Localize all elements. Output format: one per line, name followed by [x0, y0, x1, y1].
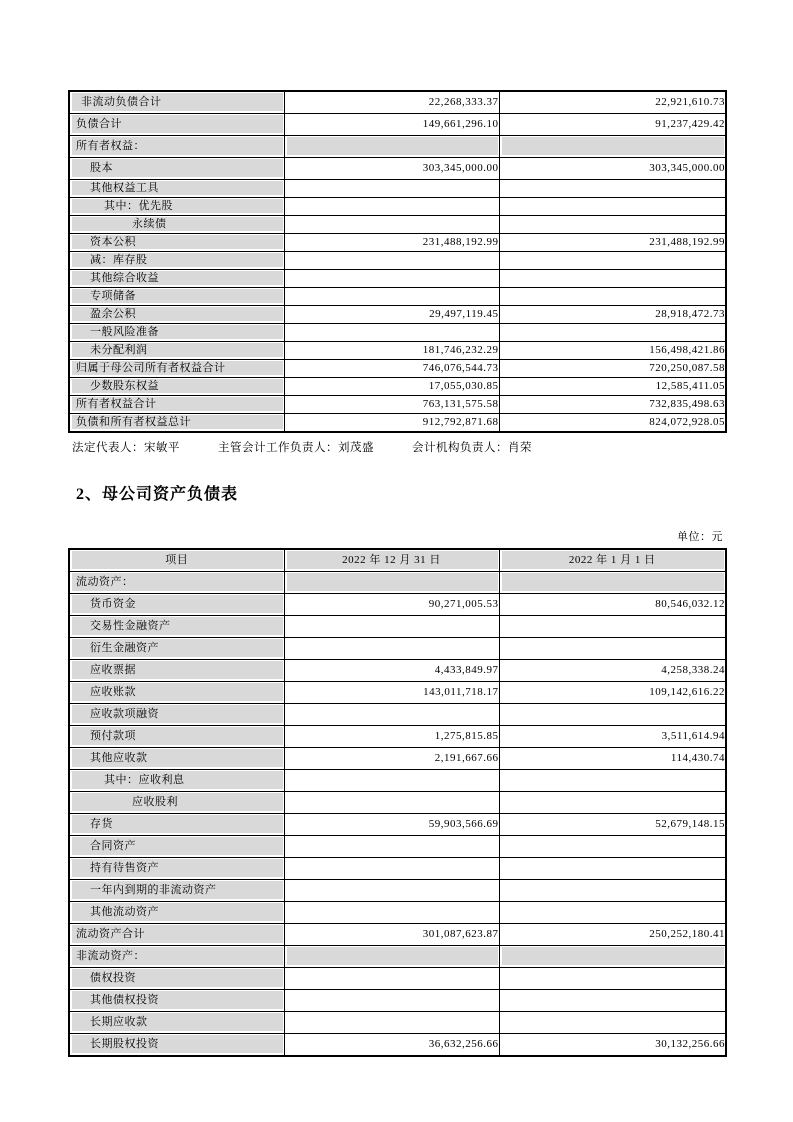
value-cell: 12,585,411.05 [499, 378, 726, 396]
item-label-cell: 股本 [69, 158, 284, 180]
value-cell [499, 704, 726, 726]
value-cell: 90,271,005.53 [284, 594, 499, 616]
value-cell: 22,268,333.37 [284, 91, 499, 114]
item-label-cell: 负债合计 [69, 114, 284, 136]
value-cell [499, 288, 726, 306]
value-cell: 143,011,718.17 [284, 682, 499, 704]
value-cell [284, 180, 499, 198]
value-cell: 824,072,928.05 [499, 414, 726, 433]
item-label-cell: 所有者权益： [69, 136, 284, 158]
table-row [69, 114, 726, 136]
value-cell [284, 270, 499, 288]
liabilities-and-equity-table [68, 90, 727, 433]
unit-label: 单位：元 [677, 531, 723, 543]
item-label-cell: 盈余公积 [69, 306, 284, 324]
legal-representative-label: 法定代表人：宋敏平 [72, 442, 180, 454]
table-row [69, 792, 726, 814]
item-label-cell: 应收款项融资 [69, 704, 284, 726]
item-label-cell: 应收票据 [69, 660, 284, 682]
table-row [69, 324, 726, 342]
value-cell [284, 968, 499, 990]
item-label-cell: 其他债权投资 [69, 990, 284, 1012]
item-label-cell: 其中：应收利息 [69, 770, 284, 792]
value-cell [499, 858, 726, 880]
value-cell [499, 216, 726, 234]
table-row [69, 91, 726, 114]
value-cell [499, 136, 726, 158]
value-cell: 36,632,256.66 [284, 1034, 499, 1057]
value-cell [499, 616, 726, 638]
item-label-cell: 专项储备 [69, 288, 284, 306]
item-label-cell: 其他流动资产 [69, 902, 284, 924]
value-cell: 3,511,614.94 [499, 726, 726, 748]
table-row [69, 880, 726, 902]
value-cell [284, 252, 499, 270]
value-cell [284, 324, 499, 342]
item-label-cell: 一般风险准备 [69, 324, 284, 342]
table-row [69, 1012, 726, 1034]
value-cell [284, 704, 499, 726]
value-cell [284, 792, 499, 814]
value-cell: 109,142,616.22 [499, 682, 726, 704]
item-label-cell: 存货 [69, 814, 284, 836]
value-cell [499, 792, 726, 814]
value-cell: 301,087,623.87 [284, 924, 499, 946]
value-cell: 156,498,421.86 [499, 342, 726, 360]
value-cell: 763,131,575.58 [284, 396, 499, 414]
table-row [69, 234, 726, 252]
table-row [69, 378, 726, 396]
table-row [69, 342, 726, 360]
value-cell [284, 198, 499, 216]
table-row [69, 770, 726, 792]
table-row [69, 968, 726, 990]
signatory-line [72, 439, 725, 455]
value-cell [284, 216, 499, 234]
section-title: 2、母公司资产负债表 [76, 486, 239, 503]
value-cell: 22,921,610.73 [499, 91, 726, 114]
value-cell: 250,252,180.41 [499, 924, 726, 946]
table-row [69, 814, 726, 836]
item-label-cell: 非流动负债合计 [69, 91, 284, 114]
value-cell [284, 1012, 499, 1034]
value-cell [499, 180, 726, 198]
value-cell [284, 902, 499, 924]
value-cell [284, 836, 499, 858]
table-row [69, 288, 726, 306]
value-cell [499, 324, 726, 342]
value-cell [499, 880, 726, 902]
item-label-cell: 应收股利 [69, 792, 284, 814]
item-label-cell: 其中：优先股 [69, 198, 284, 216]
table-row [69, 946, 726, 968]
value-cell: 114,430.74 [499, 748, 726, 770]
value-cell [499, 270, 726, 288]
item-label-cell: 归属于母公司所有者权益合计 [69, 360, 284, 378]
item-label-cell: 所有者权益合计 [69, 396, 284, 414]
item-label-cell: 其他权益工具 [69, 180, 284, 198]
value-cell: 4,433,849.97 [284, 660, 499, 682]
value-cell [499, 198, 726, 216]
accounting-department-head-label: 会计机构负责人：肖荣 [412, 442, 532, 454]
table-row [69, 360, 726, 378]
value-cell [284, 288, 499, 306]
column-header-date-start: 2022 年 1 月 1 日 [499, 549, 726, 572]
document-page [68, 90, 725, 1057]
column-header-date-end: 2022 年 12 月 31 日 [284, 549, 499, 572]
value-cell: 28,918,472.73 [499, 306, 726, 324]
table-row [69, 270, 726, 288]
value-cell [284, 616, 499, 638]
value-cell: 4,258,338.24 [499, 660, 726, 682]
item-label-cell: 货币资金 [69, 594, 284, 616]
value-cell [499, 990, 726, 1012]
item-label-cell: 资本公积 [69, 234, 284, 252]
value-cell [284, 770, 499, 792]
item-label-cell: 其他综合收益 [69, 270, 284, 288]
value-cell: 1,275,815.85 [284, 726, 499, 748]
item-label-cell: 长期股权投资 [69, 1034, 284, 1057]
value-cell: 52,679,148.15 [499, 814, 726, 836]
value-cell: 303,345,000.00 [284, 158, 499, 180]
table-header-row [69, 549, 726, 572]
table-row [69, 748, 726, 770]
item-label-cell: 应收账款 [69, 682, 284, 704]
table-row [69, 1034, 726, 1057]
table-row [69, 902, 726, 924]
value-cell [499, 836, 726, 858]
value-cell: 17,055,030.85 [284, 378, 499, 396]
parent-company-balance-sheet-table [68, 548, 727, 1057]
value-cell: 303,345,000.00 [499, 158, 726, 180]
item-label-cell: 持有待售资产 [69, 858, 284, 880]
table-row [69, 198, 726, 216]
value-cell [284, 946, 499, 968]
value-cell: 91,237,429.42 [499, 114, 726, 136]
value-cell [284, 880, 499, 902]
value-cell: 181,746,232.29 [284, 342, 499, 360]
value-cell: 720,250,087.58 [499, 360, 726, 378]
table-row [69, 136, 726, 158]
table-row [69, 158, 726, 180]
table-row [69, 252, 726, 270]
table-row [69, 306, 726, 324]
value-cell [499, 572, 726, 594]
value-cell [499, 946, 726, 968]
value-cell [284, 638, 499, 660]
table-row [69, 414, 726, 433]
table-row [69, 704, 726, 726]
item-label-cell: 债权投资 [69, 968, 284, 990]
value-cell: 746,076,544.73 [284, 360, 499, 378]
value-cell [499, 1012, 726, 1034]
table-row [69, 572, 726, 594]
value-cell: 2,191,667.66 [284, 748, 499, 770]
value-cell: 149,661,296.10 [284, 114, 499, 136]
item-label-cell: 少数股东权益 [69, 378, 284, 396]
table-row [69, 638, 726, 660]
value-cell: 59,903,566.69 [284, 814, 499, 836]
table-row [69, 924, 726, 946]
value-cell: 30,132,256.66 [499, 1034, 726, 1057]
table-row [69, 858, 726, 880]
table-row [69, 660, 726, 682]
chief-accounting-officer-label: 主管会计工作负责人：刘茂盛 [218, 442, 374, 454]
item-label-cell: 流动资产： [69, 572, 284, 594]
table-row [69, 180, 726, 198]
value-cell [284, 990, 499, 1012]
table-row [69, 836, 726, 858]
item-label-cell: 永续债 [69, 216, 284, 234]
item-label-cell: 合同资产 [69, 836, 284, 858]
table-row [69, 594, 726, 616]
value-cell [284, 858, 499, 880]
table-row [69, 616, 726, 638]
item-label-cell: 长期应收款 [69, 1012, 284, 1034]
value-cell: 231,488,192.99 [284, 234, 499, 252]
table-row [69, 216, 726, 234]
item-label-cell: 其他应收款 [69, 748, 284, 770]
table-row [69, 682, 726, 704]
item-label-cell: 流动资产合计 [69, 924, 284, 946]
value-cell [499, 638, 726, 660]
item-label-cell: 一年内到期的非流动资产 [69, 880, 284, 902]
value-cell: 732,835,498.63 [499, 396, 726, 414]
value-cell [499, 770, 726, 792]
value-cell: 912,792,871.68 [284, 414, 499, 433]
value-cell [284, 572, 499, 594]
value-cell [499, 968, 726, 990]
value-cell: 29,497,119.45 [284, 306, 499, 324]
value-cell [499, 252, 726, 270]
table-row [69, 396, 726, 414]
item-label-cell: 交易性金融资产 [69, 616, 284, 638]
item-label-cell: 未分配利润 [69, 342, 284, 360]
item-label-cell: 非流动资产： [69, 946, 284, 968]
value-cell [499, 902, 726, 924]
item-label-cell: 减：库存股 [69, 252, 284, 270]
item-label-cell: 预付款项 [69, 726, 284, 748]
value-cell: 231,488,192.99 [499, 234, 726, 252]
item-label-cell: 衍生金融资产 [69, 638, 284, 660]
column-header-item: 项目 [69, 549, 284, 572]
item-label-cell: 负债和所有者权益总计 [69, 414, 284, 433]
table-row [69, 990, 726, 1012]
table-row [69, 726, 726, 748]
value-cell [284, 136, 499, 158]
value-cell: 80,546,032.12 [499, 594, 726, 616]
